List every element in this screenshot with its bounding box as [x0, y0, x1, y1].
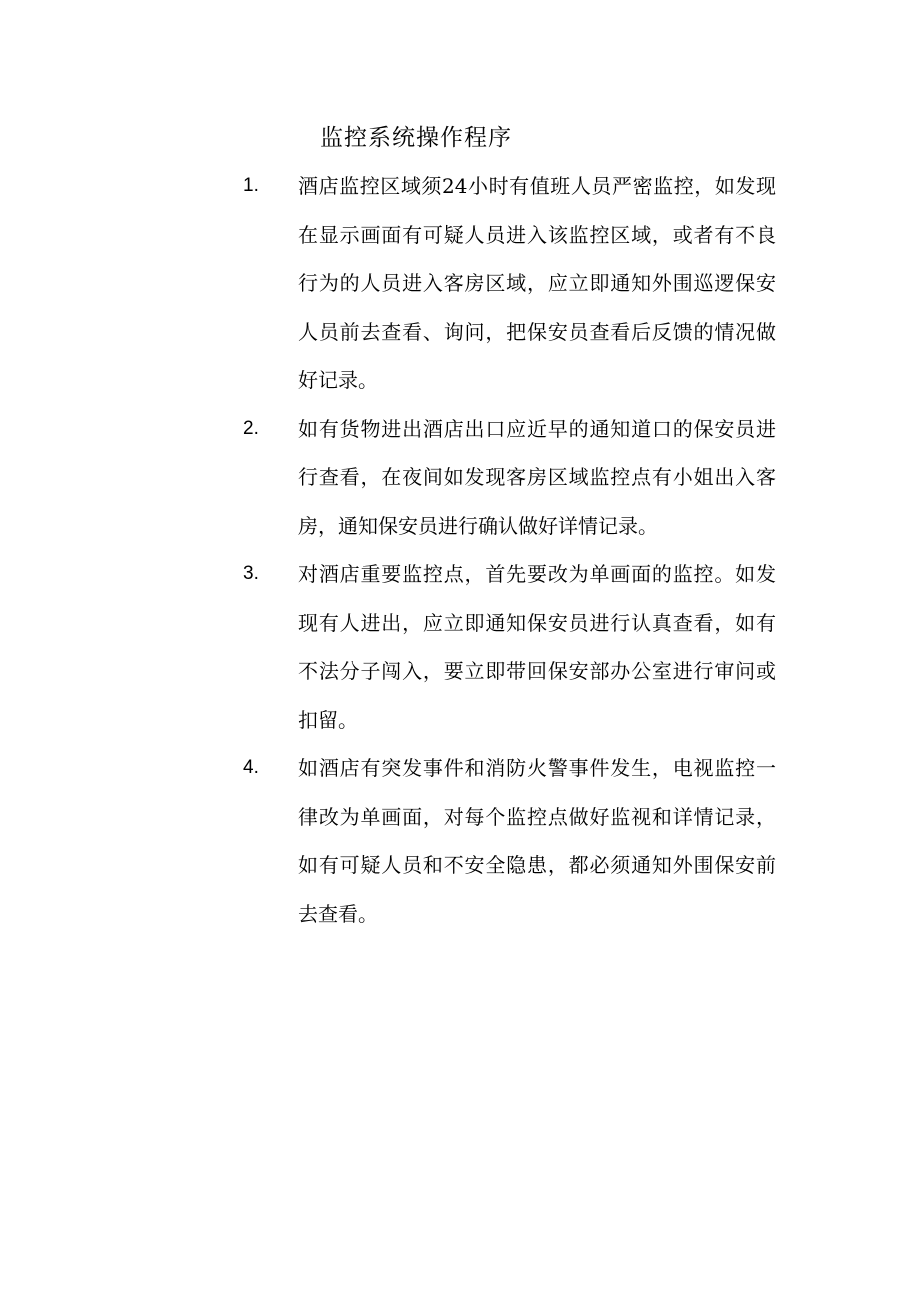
step-number: 2.: [243, 417, 259, 439]
step-text: 如酒店有突发事件和消防火警事件发生，电视监控一律改为单画面，对每个监控点做好监视和详情记录，如有可疑人员和不安全隐患，都必须通知外围保安前去查看。: [298, 756, 776, 926]
step-text: 如有货物进出酒店出口应近早的通知道口的保安员进行查看，在夜间如发现客房区域监控点有小姐出入客房，通知保安员进行确认做好详情记录。: [298, 416, 776, 538]
step-number: 4.: [243, 757, 259, 778]
step-number: 1.: [243, 175, 259, 196]
procedure-step: [0, 405, 920, 551]
procedure-step: [0, 550, 920, 744]
document-title: 监控系统操作程序: [320, 125, 512, 151]
procedure-step-list: [0, 162, 920, 938]
procedure-step: [0, 744, 920, 938]
step-text: 酒店监控区域须24小时有值班人员严密监控，如发现在显示画面有可疑人员进入该监控区域，或者有不良行为的人员进入客房区域，应立即通知外围巡逻保安人员前去查看、询问，把保安员查看后反馈的情况做好记录。: [298, 174, 776, 392]
step-number: 3.: [243, 563, 259, 584]
step-text: 对酒店重要监控点，首先要改为单画面的监控。如发现有人进出，应立即通知保安员进行认真查看，如有不法分子闯入，要立即带回保安部办公室进行审问或扣留。: [298, 562, 776, 732]
procedure-step: [0, 162, 920, 405]
